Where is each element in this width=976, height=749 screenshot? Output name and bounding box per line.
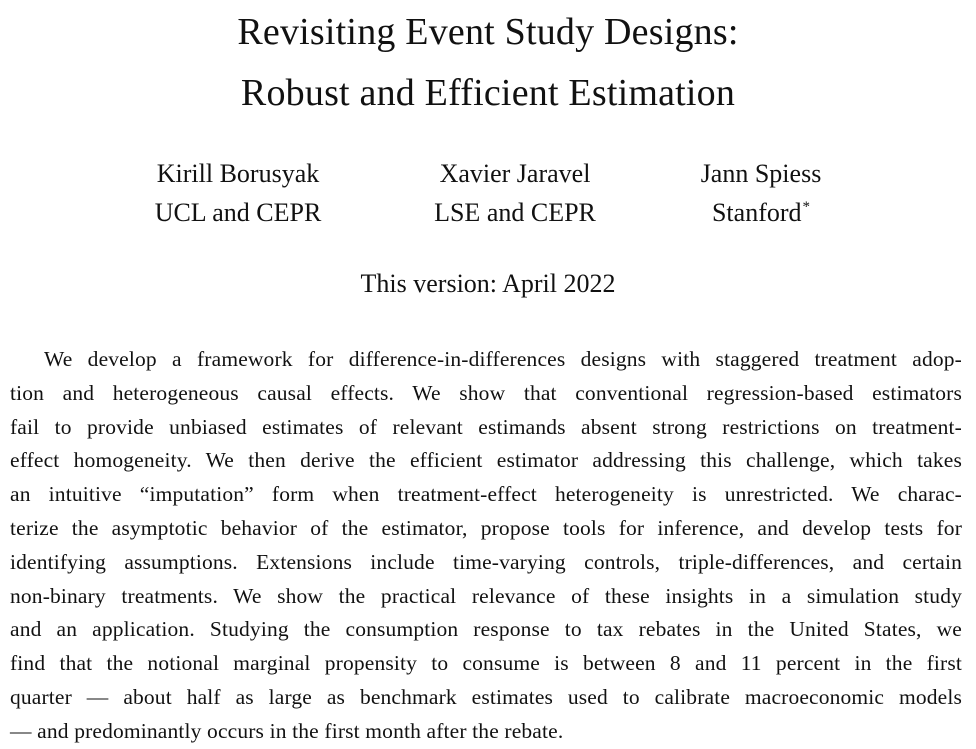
author-name: Jann Spiess <box>700 159 822 188</box>
author-block-jaravel <box>385 154 645 232</box>
author-block-spiess <box>631 154 891 232</box>
version-date: This version: April 2022 <box>360 269 616 298</box>
author-affiliation <box>108 193 368 232</box>
abstract-line: We develop a framework for difference-in-differences designs with staggered treatment adop- <box>44 347 962 371</box>
paper-title-line-1: Revisiting Event Study Designs: <box>237 11 739 53</box>
abstract-line: and an application. Studying the consumption response to tax rebates in the United States, we <box>10 617 962 642</box>
abstract-line: quarter — about half as large as benchmark estimates used to calibrate macroeconomic models <box>10 684 962 709</box>
abstract-line: tion and heterogeneous causal effects. We show that conventional regression-based estimators <box>10 380 962 405</box>
author-name: Xavier Jaravel <box>439 159 591 188</box>
paper-title-line-2: Robust and Efficient Estimation <box>240 72 736 114</box>
author-block-borusyak <box>108 154 368 232</box>
abstract-line: effect homogeneity. We then derive the efficient estimator addressing this challenge, which takes <box>10 448 962 473</box>
affiliation-text: LSE and CEPR <box>434 198 596 227</box>
abstract-line: find that the notional marginal propensity to consume is between 8 and 11 percent in the first <box>10 651 962 676</box>
abstract-line: identifying assumptions. Extensions include time-varying controls, triple-differences, and certain <box>10 549 962 574</box>
abstract-line: non-binary treatments. We show the practical relevance of these insights in a simulation study <box>10 583 962 608</box>
abstract-line: terize the asymptotic behavior of the estimator, propose tools for inference, and develop tests for <box>10 515 962 540</box>
footnote-marker[interactable]: * <box>802 199 811 215</box>
author-name: Kirill Borusyak <box>156 159 320 188</box>
abstract-line: an intuitive “imputation” form when treatment-effect heterogeneity is unrestricted. We charac- <box>10 482 962 507</box>
abstract-line: fail to provide unbiased estimates of relevant estimands absent strong restrictions on treatment- <box>10 414 962 439</box>
author-affiliation <box>385 193 645 232</box>
abstract-line: — and predominantly occurs in the first month after the rebate. <box>10 718 564 743</box>
affiliation-text: UCL and CEPR <box>154 198 322 227</box>
abstract-paragraph <box>10 343 962 749</box>
affiliation-text: Stanford <box>711 198 802 227</box>
author-affiliation <box>631 193 891 232</box>
